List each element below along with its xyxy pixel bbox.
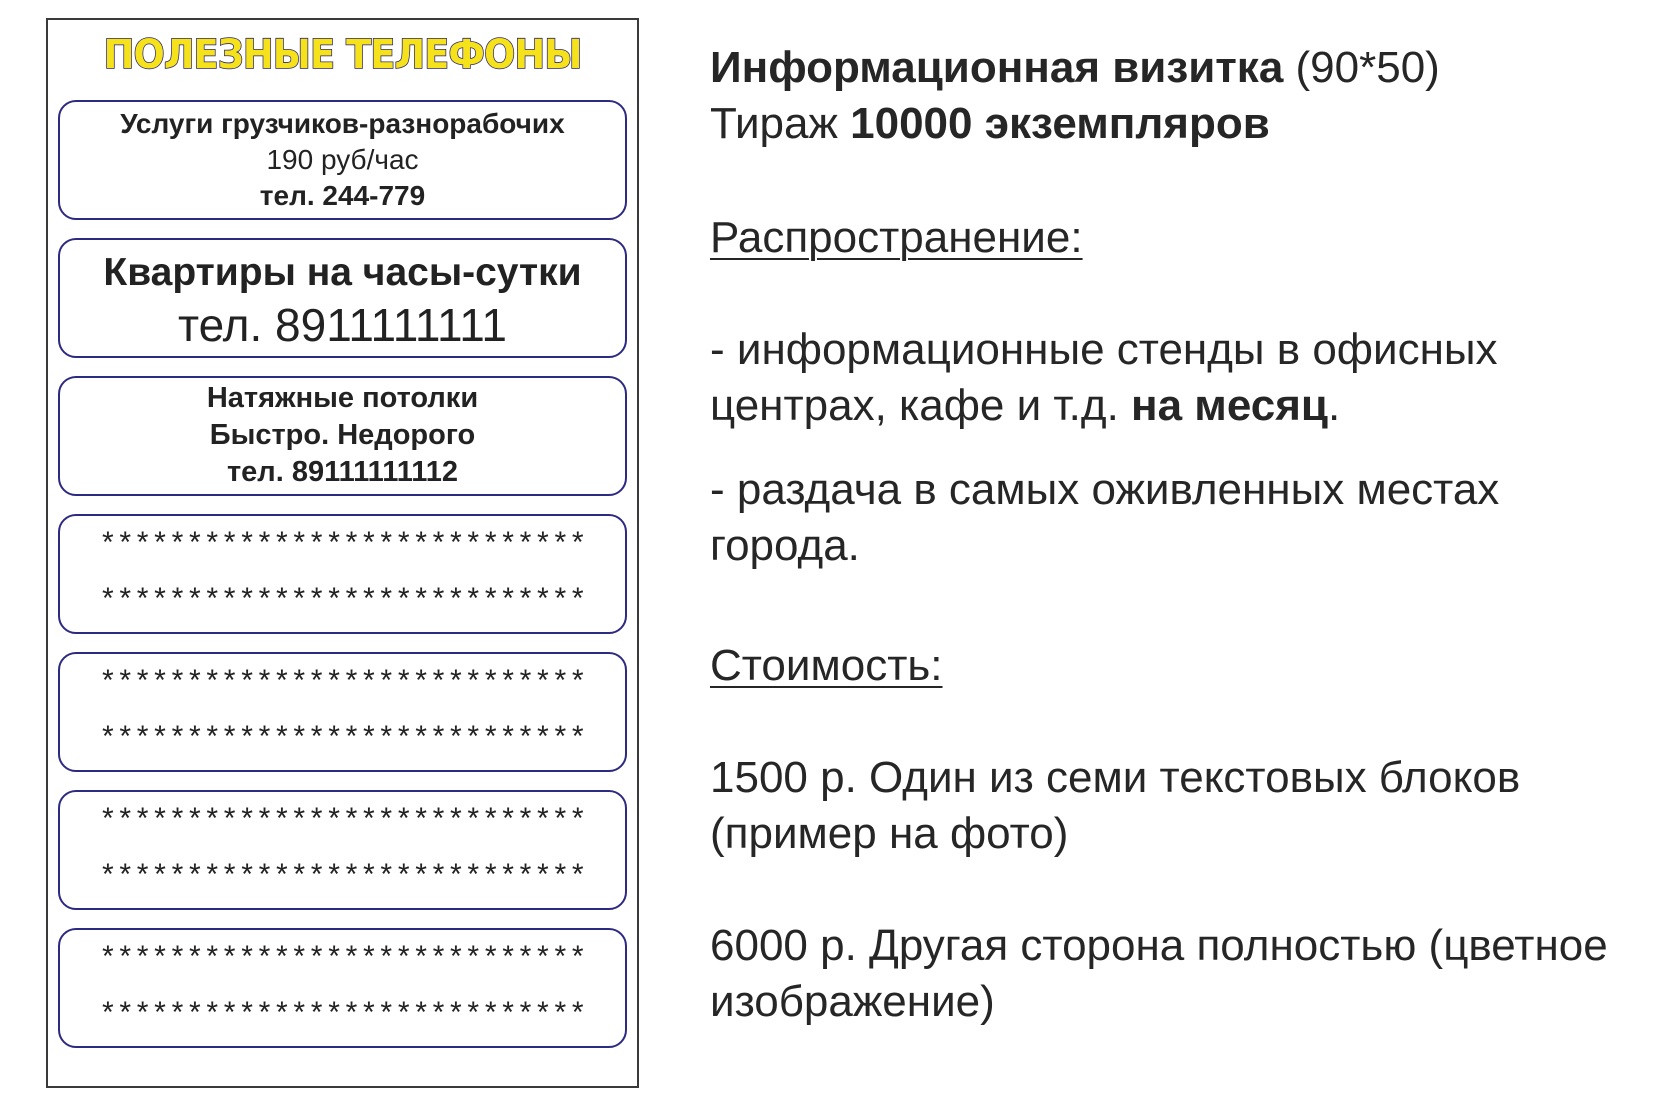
block-phone: тел. 89111111112	[226, 456, 459, 488]
text-block-ceilings	[58, 376, 627, 496]
text-block-placeholder	[58, 790, 627, 910]
block-price: 190 руб/час	[266, 144, 419, 175]
print-run	[710, 96, 1270, 152]
block-title: Услуги грузчиков-разнорабочих	[120, 108, 565, 139]
text-block-placeholder	[58, 514, 627, 634]
block-slogan: Быстро. Недорого	[209, 419, 476, 451]
price-item-text-block: 1500 р. Один из семи текстовых блоков (пример на фото)	[710, 753, 1521, 858]
distribution-item-text: - информационные стенды в офисных центрах, кафе и т.д.	[710, 325, 1498, 430]
distribution-heading: Распространение:	[710, 213, 1083, 262]
offer-title-size: (90*50)	[1283, 43, 1440, 92]
block-phone: тел. 244-779	[259, 180, 426, 211]
block-phone: тел. 8911111111	[178, 299, 507, 351]
price-item-full-side: 6000 р. Другая сторона полностью (цветное изображение)	[710, 921, 1608, 1026]
distribution-item-handout: - раздача в самых оживленных местах города.	[710, 465, 1500, 570]
placeholder-line: ****************************	[98, 585, 587, 619]
placeholder-line: ****************************	[98, 667, 587, 701]
distribution-item-duration: на месяц	[1131, 381, 1328, 430]
offer-title-bold: Информационная визитка	[710, 43, 1284, 92]
block-title: Квартиры на часы-сутки	[103, 251, 582, 294]
business-card-sample	[46, 18, 639, 1088]
offer-title	[710, 40, 1440, 96]
text-block-apartments	[58, 238, 627, 358]
placeholder-line: ****************************	[98, 805, 587, 839]
distribution-item-stands	[710, 322, 1640, 434]
placeholder-line: ****************************	[98, 861, 587, 895]
distribution-item-end: .	[1327, 381, 1341, 430]
card-header: ПОЛЕЗНЫЕ ТЕЛЕФОНЫ	[103, 32, 582, 78]
text-block-movers	[58, 100, 627, 220]
placeholder-line: ****************************	[98, 943, 587, 977]
placeholder-line: ****************************	[98, 723, 587, 757]
placeholder-line: ****************************	[98, 999, 587, 1033]
block-title: Натяжные потолки	[206, 382, 479, 414]
placeholder-line: ****************************	[98, 529, 587, 563]
text-block-placeholder	[58, 928, 627, 1048]
print-run-value: 10000 экземпляров	[850, 99, 1270, 148]
cost-heading: Стоимость:	[710, 641, 943, 690]
text-block-placeholder	[58, 652, 627, 772]
print-run-label: Тираж	[710, 99, 851, 148]
